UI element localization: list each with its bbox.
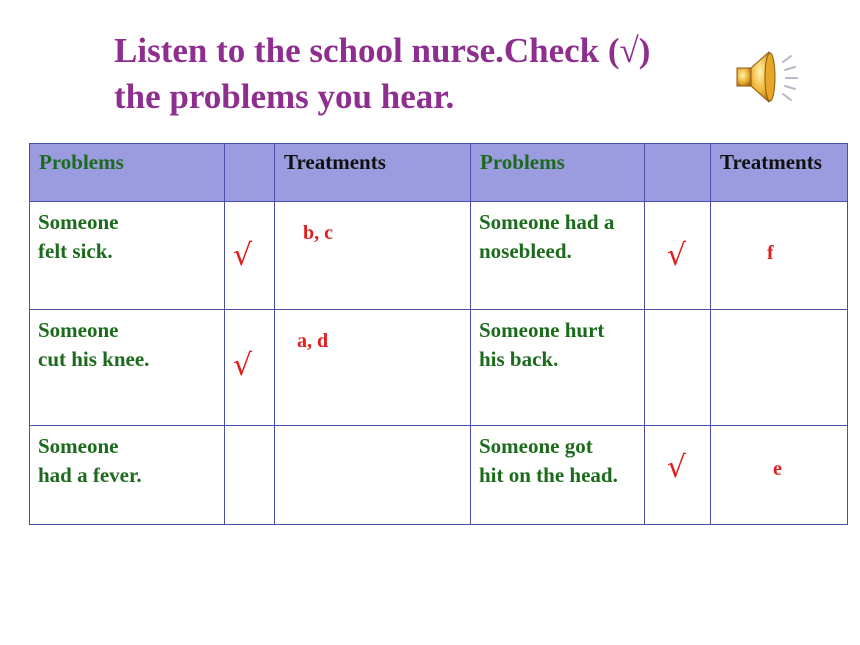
treatment-answer: b, c	[303, 222, 333, 244]
check-cell[interactable]	[225, 310, 275, 426]
table-row	[30, 202, 848, 310]
treatment-cell[interactable]	[275, 426, 471, 525]
checkmark: √	[667, 238, 687, 273]
problem-line: Someone	[38, 210, 119, 234]
instruction-title	[114, 28, 734, 120]
problem-line: had a fever.	[38, 463, 142, 487]
check-cell[interactable]	[225, 202, 275, 310]
problem-cell	[30, 202, 225, 310]
checkmark: √	[667, 450, 687, 485]
treatment-cell[interactable]	[275, 202, 471, 310]
header-check-right	[645, 144, 711, 202]
problem-line: Someone had a	[479, 210, 615, 234]
table-row	[30, 310, 848, 426]
problem-line: Someone hurt	[479, 318, 605, 342]
problem-line: cut his knee.	[38, 347, 150, 371]
problem-line: Someone	[38, 318, 119, 342]
treatment-cell[interactable]	[711, 202, 848, 310]
checkmark: √	[233, 348, 253, 383]
header-treatments-left: Treatments	[275, 144, 471, 202]
problem-line: Someone	[38, 434, 119, 458]
problem-line: nosebleed.	[479, 239, 572, 263]
treatment-cell[interactable]	[711, 310, 848, 426]
header-problems-right: Problems	[471, 144, 645, 202]
treatment-answer: a, d	[297, 330, 329, 352]
table-row	[30, 426, 848, 525]
problem-cell	[471, 310, 645, 426]
problems-table	[29, 143, 848, 525]
check-cell[interactable]	[645, 426, 711, 525]
table-header-row	[30, 144, 848, 202]
problem-cell	[30, 426, 225, 525]
header-check-left	[225, 144, 275, 202]
problem-cell	[471, 426, 645, 525]
problem-line: felt sick.	[38, 239, 113, 263]
speaker-sound-icon[interactable]	[733, 44, 801, 110]
instruction-line-2: the problems you hear.	[114, 77, 455, 116]
header-problems-left: Problems	[30, 144, 225, 202]
treatment-cell[interactable]	[275, 310, 471, 426]
header-treatments-right: Treatments	[711, 144, 848, 202]
problem-line: his back.	[479, 347, 559, 371]
check-cell[interactable]	[225, 426, 275, 525]
problem-line: hit on the head.	[479, 463, 618, 487]
problem-line: Someone got	[479, 434, 593, 458]
instruction-line-1: Listen to the school nurse.Check (√)	[114, 31, 651, 70]
checkmark: √	[233, 238, 253, 273]
problem-cell	[471, 202, 645, 310]
treatment-answer: f	[767, 242, 774, 264]
treatment-answer: e	[773, 458, 782, 480]
check-cell[interactable]	[645, 310, 711, 426]
treatment-cell[interactable]	[711, 426, 848, 525]
check-cell[interactable]	[645, 202, 711, 310]
problem-cell	[30, 310, 225, 426]
